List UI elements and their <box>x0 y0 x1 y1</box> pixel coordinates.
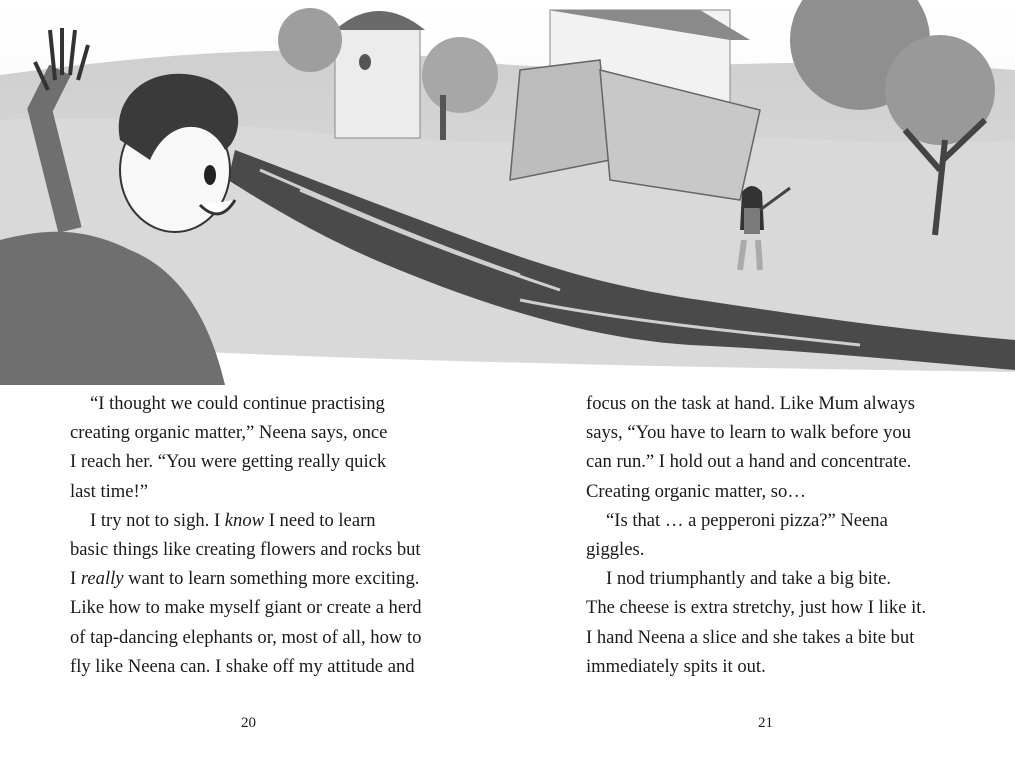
left-page-text <box>70 389 490 681</box>
text-segment: I need to learn <box>264 509 376 531</box>
text-segment: I try not to sigh. I <box>90 509 225 531</box>
text-line: I hand Neena a slice and she takes a bite but <box>586 626 915 648</box>
text-line: giggles. <box>586 539 645 561</box>
text-line: fly like Neena can. I shake off my attitude and <box>70 655 415 677</box>
spread-illustration <box>0 0 1015 385</box>
text-line: I nod triumphantly and take a big bite. <box>606 568 892 590</box>
text-line <box>70 506 490 535</box>
text-line: says, “You have to learn to walk before you <box>586 422 911 444</box>
text-line: creating organic matter,” Neena says, once <box>70 422 388 444</box>
tower <box>335 11 425 138</box>
text-segment: want to learn something more exciting. <box>123 568 420 590</box>
page-number-left: 20 <box>241 715 256 731</box>
page-number-right: 21 <box>758 715 773 731</box>
text-line: I reach her. “You were getting really quick <box>70 451 387 473</box>
text-line: focus on the task at hand. Like Mum always <box>586 393 915 414</box>
text-line: last time!” <box>70 480 148 502</box>
text-line: basic things like creating flowers and rocks but <box>70 539 421 561</box>
text-line: The cheese is extra stretchy, just how I like it. <box>586 597 927 619</box>
text-line <box>70 564 490 593</box>
text-line: Creating organic matter, so… <box>586 480 806 502</box>
text-line: of tap-dancing elephants or, most of all, how to <box>70 626 422 648</box>
right-page-text <box>586 389 1006 681</box>
text-line: “I thought we could continue practising <box>90 393 385 414</box>
text-line: “Is that … a pepperoni pizza?” Neena <box>606 509 888 531</box>
text-line: immediately spits it out. <box>586 655 766 677</box>
text-line: Like how to make myself giant or create a herd <box>70 597 422 619</box>
emphasis-know: know <box>224 509 265 531</box>
emphasis-really: really <box>80 568 124 590</box>
text-line: can run.” I hold out a hand and concentrate. <box>586 451 912 473</box>
text-segment: I <box>70 568 81 590</box>
